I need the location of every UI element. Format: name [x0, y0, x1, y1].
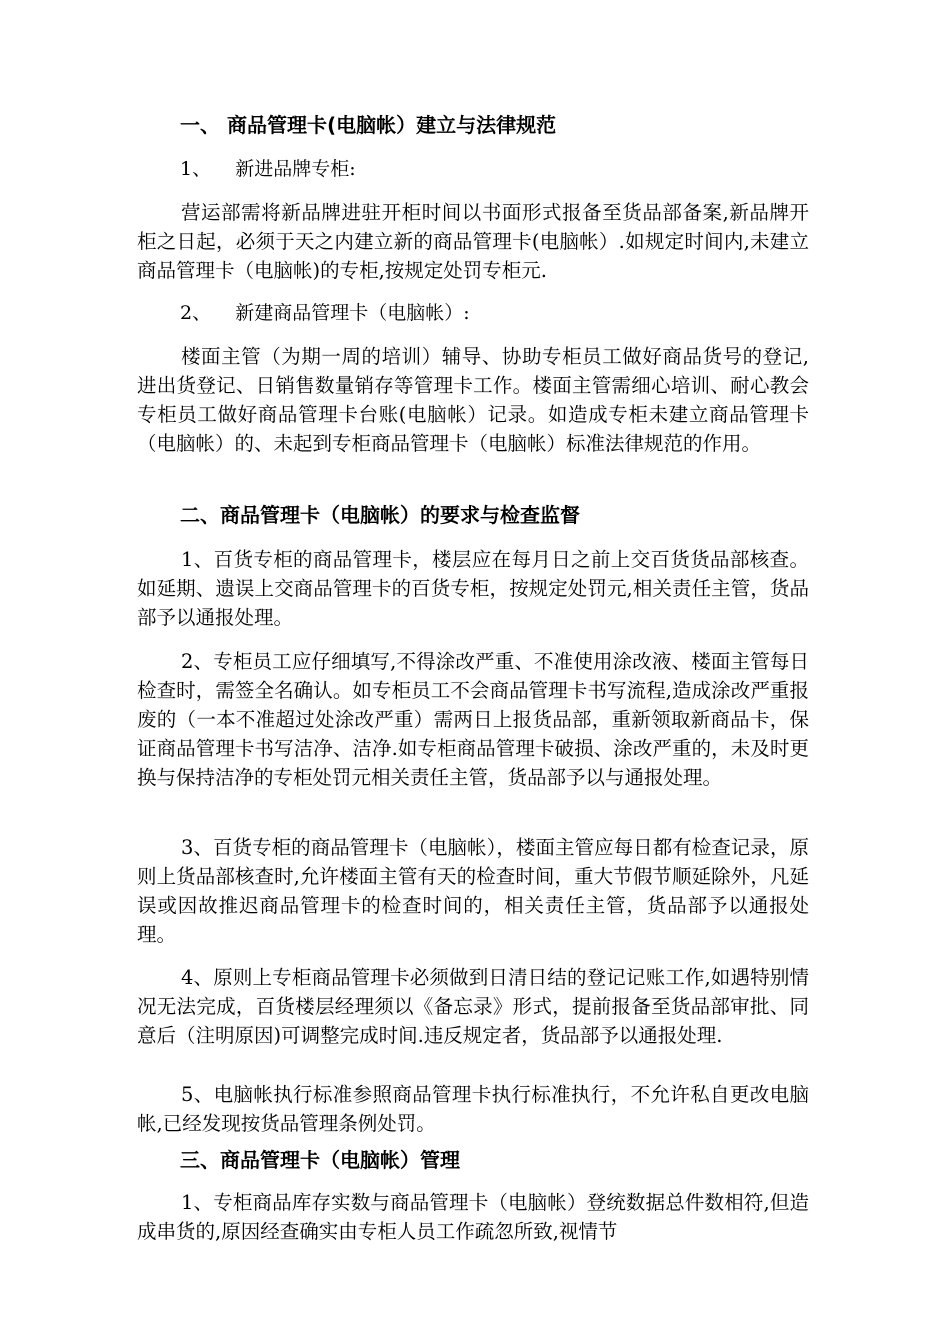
section-1-item-2-body: 楼面主管（为期一周的培训）辅导、协助专柜员工做好商品货号的登记,进出货登记、日销售数量销存等管理卡工作。楼面主管需细心培训、耐心教会专柜员工做好商品管理卡台账(电脑帐）记录。如造成专柜未建立商品管理卡（电脑帐）的、未起到专柜商品管理卡（电脑帐）标准法律规范的作用。 — [137, 345, 809, 455]
section-2-paragraph-3: 3、百货专柜的商品管理卡（电脑帐），楼面主管应每日都有检查记录，原则上货品部核查时,允许楼面主管有天的检查时间，重大节假节顺延除外，凡延误或因故推迟商品管理卡的检查时间的，相关责任主管，货品部予以通报处理。 — [137, 836, 809, 946]
section-2-paragraph-5: 5、电脑帐执行标准参照商品管理卡执行标准执行，不允许私自更改电脑帐,已经发现按货品管理条例处罚。 — [137, 1083, 809, 1135]
section-3-heading: 三、商品管理卡（电脑帐）管理 — [180, 1148, 460, 1172]
section-3-paragraph-1: 1、专柜商品库存实数与商品管理卡（电脑帐）登统数据总件数相符,但造成串货的,原因经查确实由专柜人员工作疏忽所致,视情节 — [137, 1191, 809, 1243]
section-1-item-1-body: 营运部需将新品牌进驻开柜时间以书面形式报备至货品部备案,新品牌开柜之日起，必须于天之内建立新的商品管理卡(电脑帐）.如规定时间内,未建立商品管理卡（电脑帐)的专柜,按规定处罚专柜元. — [137, 201, 809, 282]
section-1-item-2-title: 2、 新建商品管理卡（电脑帐）: — [180, 302, 470, 324]
section-1-heading: 一、 商品管理卡(电脑帐）建立与法律规范 — [180, 113, 557, 137]
section-2-paragraph-4: 4、原则上专柜商品管理卡必须做到日清日结的登记记账工作,如遇特别情况无法完成，百货楼层经理须以《备忘录》形式，提前报备至货品部审批、同意后（注明原因)可调整完成时间.违反规定者，货品部予以通报处理. — [137, 966, 809, 1047]
section-1-item-1-title: 1、 新进品牌专柜: — [180, 158, 356, 180]
section-2-paragraph-1: 1、百货专柜的商品管理卡，楼层应在每月日之前上交百货货品部核查。如延期、遗误上交商品管理卡的百货专柜，按规定处罚元,相关责任主管，货品部予以通报处理。 — [137, 548, 809, 629]
section-2-heading: 二、商品管理卡（电脑帐）的要求与检查监督 — [180, 503, 580, 527]
section-2-paragraph-2: 2、专柜员工应仔细填写,不得涂改严重、不准使用涂改液、楼面主管每日检查时，需签全名确认。如专柜员工不会商品管理卡书写流程,造成涂改严重报废的（一本不准超过处涂改严重）需两日上报货品部，重新领取新商品卡，保证商品管理卡书写洁净、洁净.如专柜商品管理卡破损、涂改严重的，未及时更换与保持洁净的专柜处罚元相关责任主管，货品部予以与通报处理。 — [137, 650, 809, 789]
